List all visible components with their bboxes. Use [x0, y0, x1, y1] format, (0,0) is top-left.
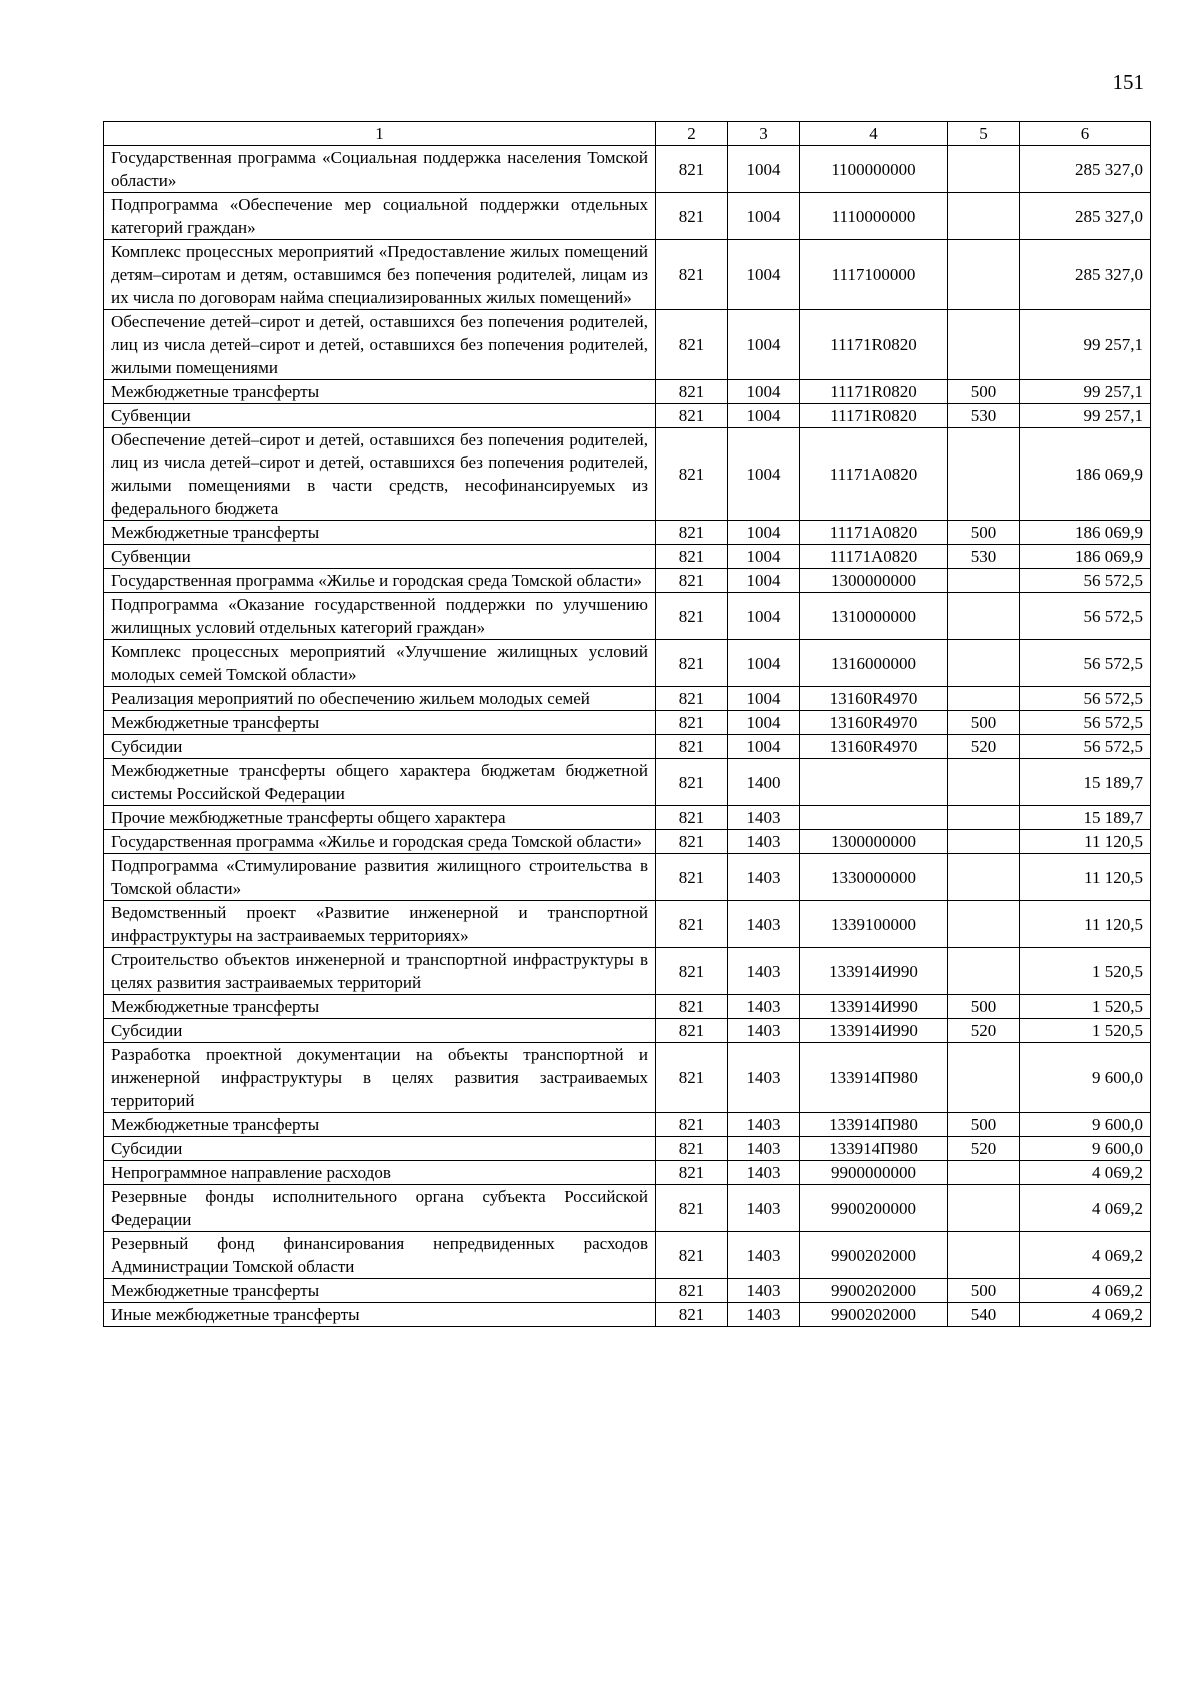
table-row	[104, 1232, 1151, 1279]
cell-ministry: 821	[656, 901, 728, 948]
cell-amount: 56 572,5	[1020, 687, 1151, 711]
table-row	[104, 593, 1151, 640]
table-row	[104, 1137, 1151, 1161]
cell-ministry: 821	[656, 545, 728, 569]
cell-name: Прочие межбюджетные трансферты общего характера	[104, 806, 656, 830]
cell-ministry: 821	[656, 687, 728, 711]
table-row	[104, 854, 1151, 901]
cell-section: 1403	[728, 1185, 800, 1232]
cell-target-article: 11171R0820	[800, 380, 948, 404]
table-row	[104, 759, 1151, 806]
cell-expense-type	[948, 193, 1020, 240]
cell-section: 1004	[728, 146, 800, 193]
cell-name: Строительство объектов инженерной и транспортной инфраструктуры в целях развития застраиваемых территорий	[104, 948, 656, 995]
cell-amount: 186 069,9	[1020, 521, 1151, 545]
cell-name: Государственная программа «Жилье и городская среда Томской области»	[104, 830, 656, 854]
cell-name: Комплекс процессных мероприятий «Улучшение жилищных условий молодых семей Томской области»	[104, 640, 656, 687]
cell-target-article: 133914П980	[800, 1113, 948, 1137]
cell-ministry: 821	[656, 854, 728, 901]
cell-name: Реализация мероприятий по обеспечению жильем молодых семей	[104, 687, 656, 711]
cell-expense-type: 520	[948, 1019, 1020, 1043]
table-row	[104, 193, 1151, 240]
cell-section: 1004	[728, 380, 800, 404]
cell-ministry: 821	[656, 521, 728, 545]
cell-target-article: 9900202000	[800, 1232, 948, 1279]
cell-section: 1403	[728, 901, 800, 948]
cell-section: 1004	[728, 193, 800, 240]
cell-amount: 4 069,2	[1020, 1161, 1151, 1185]
cell-expense-type	[948, 806, 1020, 830]
cell-amount: 11 120,5	[1020, 901, 1151, 948]
cell-name: Иные межбюджетные трансферты	[104, 1303, 656, 1327]
cell-target-article: 133914И990	[800, 995, 948, 1019]
table-row	[104, 948, 1151, 995]
cell-ministry: 821	[656, 1279, 728, 1303]
col-header-2: 2	[656, 122, 728, 146]
cell-expense-type	[948, 1185, 1020, 1232]
cell-ministry: 821	[656, 428, 728, 521]
cell-ministry: 821	[656, 735, 728, 759]
table-row	[104, 428, 1151, 521]
cell-target-article: 133914П980	[800, 1043, 948, 1113]
table-row	[104, 1043, 1151, 1113]
cell-name: Субсидии	[104, 735, 656, 759]
cell-amount: 56 572,5	[1020, 569, 1151, 593]
cell-ministry: 821	[656, 593, 728, 640]
cell-name: Государственная программа «Жилье и городская среда Томской области»	[104, 569, 656, 593]
cell-amount: 9 600,0	[1020, 1043, 1151, 1113]
cell-ministry: 821	[656, 1113, 728, 1137]
cell-ministry: 821	[656, 1137, 728, 1161]
table-row	[104, 1279, 1151, 1303]
cell-name: Государственная программа «Социальная поддержка населения Томской области»	[104, 146, 656, 193]
cell-target-article: 11171A0820	[800, 428, 948, 521]
cell-ministry: 821	[656, 1303, 728, 1327]
cell-expense-type: 500	[948, 1279, 1020, 1303]
cell-expense-type	[948, 428, 1020, 521]
cell-amount: 56 572,5	[1020, 735, 1151, 759]
cell-target-article: 133914П980	[800, 1137, 948, 1161]
cell-ministry: 821	[656, 640, 728, 687]
cell-ministry: 821	[656, 711, 728, 735]
cell-name: Субвенции	[104, 404, 656, 428]
cell-target-article: 9900202000	[800, 1279, 948, 1303]
cell-name: Межбюджетные трансферты	[104, 995, 656, 1019]
cell-amount: 4 069,2	[1020, 1185, 1151, 1232]
cell-target-article: 133914И990	[800, 1019, 948, 1043]
cell-expense-type	[948, 640, 1020, 687]
cell-section: 1004	[728, 240, 800, 310]
cell-name: Межбюджетные трансферты общего характера бюджетам бюджетной системы Российской Федерации	[104, 759, 656, 806]
cell-expense-type	[948, 759, 1020, 806]
col-header-1: 1	[104, 122, 656, 146]
cell-amount: 4 069,2	[1020, 1279, 1151, 1303]
cell-amount: 1 520,5	[1020, 948, 1151, 995]
cell-section: 1403	[728, 1232, 800, 1279]
cell-name: Резервный фонд финансирования непредвиденных расходов Администрации Томской области	[104, 1232, 656, 1279]
cell-target-article: 1110000000	[800, 193, 948, 240]
cell-ministry: 821	[656, 1232, 728, 1279]
cell-target-article: 9900000000	[800, 1161, 948, 1185]
cell-target-article: 1300000000	[800, 830, 948, 854]
cell-section: 1403	[728, 1113, 800, 1137]
cell-target-article: 133914И990	[800, 948, 948, 995]
table-row	[104, 711, 1151, 735]
cell-amount: 285 327,0	[1020, 146, 1151, 193]
cell-section: 1004	[728, 640, 800, 687]
cell-target-article: 9900202000	[800, 1303, 948, 1327]
cell-ministry: 821	[656, 310, 728, 380]
table-row	[104, 404, 1151, 428]
cell-section: 1403	[728, 1137, 800, 1161]
cell-name: Обеспечение детей–сирот и детей, оставшихся без попечения родителей, лиц из числа детей–сирот и детей, оставшихся без попечения родителей, жилыми помещениями в части средств, несофинансируемых из федерального бюджета	[104, 428, 656, 521]
cell-ministry: 821	[656, 995, 728, 1019]
table-row	[104, 521, 1151, 545]
cell-amount: 4 069,2	[1020, 1303, 1151, 1327]
cell-amount: 11 120,5	[1020, 830, 1151, 854]
cell-target-article: 11171A0820	[800, 545, 948, 569]
table-row	[104, 310, 1151, 380]
cell-ministry: 821	[656, 830, 728, 854]
cell-ministry: 821	[656, 193, 728, 240]
cell-expense-type	[948, 146, 1020, 193]
table-row	[104, 735, 1151, 759]
table-row	[104, 830, 1151, 854]
table-row	[104, 545, 1151, 569]
cell-amount: 9 600,0	[1020, 1113, 1151, 1137]
cell-name: Межбюджетные трансферты	[104, 1279, 656, 1303]
cell-ministry: 821	[656, 404, 728, 428]
cell-section: 1004	[728, 521, 800, 545]
cell-section: 1403	[728, 830, 800, 854]
cell-expense-type: 500	[948, 995, 1020, 1019]
col-header-6: 6	[1020, 122, 1151, 146]
cell-ministry: 821	[656, 380, 728, 404]
cell-expense-type: 520	[948, 1137, 1020, 1161]
cell-section: 1400	[728, 759, 800, 806]
table-row	[104, 1185, 1151, 1232]
cell-name: Межбюджетные трансферты	[104, 711, 656, 735]
cell-target-article: 1330000000	[800, 854, 948, 901]
cell-section: 1004	[728, 711, 800, 735]
cell-section: 1403	[728, 995, 800, 1019]
cell-ministry: 821	[656, 1043, 728, 1113]
cell-expense-type	[948, 830, 1020, 854]
cell-name: Межбюджетные трансферты	[104, 380, 656, 404]
cell-name: Межбюджетные трансферты	[104, 1113, 656, 1137]
cell-name: Подпрограмма «Обеспечение мер социальной поддержки отдельных категорий граждан»	[104, 193, 656, 240]
cell-amount: 99 257,1	[1020, 404, 1151, 428]
table-row	[104, 1019, 1151, 1043]
cell-amount: 99 257,1	[1020, 380, 1151, 404]
table-body	[104, 146, 1151, 1327]
table-row	[104, 1113, 1151, 1137]
table-row	[104, 1303, 1151, 1327]
cell-expense-type: 500	[948, 521, 1020, 545]
cell-amount: 186 069,9	[1020, 428, 1151, 521]
cell-section: 1004	[728, 593, 800, 640]
cell-name: Субсидии	[104, 1137, 656, 1161]
cell-section: 1403	[728, 806, 800, 830]
cell-expense-type	[948, 854, 1020, 901]
cell-section: 1004	[728, 735, 800, 759]
cell-ministry: 821	[656, 240, 728, 310]
cell-ministry: 821	[656, 1185, 728, 1232]
table-row	[104, 240, 1151, 310]
table-row	[104, 640, 1151, 687]
cell-target-article: 9900200000	[800, 1185, 948, 1232]
cell-name: Подпрограмма «Стимулирование развития жилищного строительства в Томской области»	[104, 854, 656, 901]
table-row	[104, 569, 1151, 593]
cell-target-article: 13160R4970	[800, 735, 948, 759]
cell-expense-type	[948, 240, 1020, 310]
cell-section: 1403	[728, 1303, 800, 1327]
cell-section: 1403	[728, 1279, 800, 1303]
cell-section: 1403	[728, 1043, 800, 1113]
header-row	[104, 122, 1151, 146]
cell-name: Резервные фонды исполнительного органа субъекта Российской Федерации	[104, 1185, 656, 1232]
cell-amount: 56 572,5	[1020, 711, 1151, 735]
cell-target-article: 11171R0820	[800, 310, 948, 380]
cell-amount: 56 572,5	[1020, 640, 1151, 687]
cell-amount: 99 257,1	[1020, 310, 1151, 380]
page-number: 151	[1112, 70, 1144, 94]
cell-ministry: 821	[656, 948, 728, 995]
cell-ministry: 821	[656, 1161, 728, 1185]
cell-ministry: 821	[656, 569, 728, 593]
cell-target-article: 1300000000	[800, 569, 948, 593]
cell-expense-type: 530	[948, 545, 1020, 569]
cell-name: Ведомственный проект «Развитие инженерной и транспортной инфраструктуры на застраиваемых территориях»	[104, 901, 656, 948]
cell-amount: 4 069,2	[1020, 1232, 1151, 1279]
cell-expense-type: 520	[948, 735, 1020, 759]
cell-target-article: 11171A0820	[800, 521, 948, 545]
cell-amount: 15 189,7	[1020, 759, 1151, 806]
cell-section: 1004	[728, 569, 800, 593]
cell-amount: 15 189,7	[1020, 806, 1151, 830]
cell-section: 1004	[728, 428, 800, 521]
cell-section: 1403	[728, 1161, 800, 1185]
cell-name: Обеспечение детей–сирот и детей, оставшихся без попечения родителей, лиц из числа детей–сирот и детей, оставшихся без попечения родителей, жилыми помещениями	[104, 310, 656, 380]
cell-amount: 9 600,0	[1020, 1137, 1151, 1161]
cell-target-article	[800, 806, 948, 830]
cell-expense-type	[948, 593, 1020, 640]
cell-section: 1403	[728, 948, 800, 995]
cell-amount: 285 327,0	[1020, 240, 1151, 310]
cell-ministry: 821	[656, 806, 728, 830]
cell-expense-type: 500	[948, 1113, 1020, 1137]
cell-target-article: 1117100000	[800, 240, 948, 310]
cell-expense-type	[948, 569, 1020, 593]
table-row	[104, 995, 1151, 1019]
cell-target-article: 1310000000	[800, 593, 948, 640]
cell-amount: 1 520,5	[1020, 995, 1151, 1019]
cell-name: Комплекс процессных мероприятий «Предоставление жилых помещений детям–сиротам и детям, оставшимся без попечения родителей, лицам из их числа по договорам найма специализированных жилых помещений»	[104, 240, 656, 310]
cell-section: 1403	[728, 854, 800, 901]
table-row	[104, 687, 1151, 711]
cell-amount: 285 327,0	[1020, 193, 1151, 240]
cell-section: 1004	[728, 404, 800, 428]
table-row	[104, 1161, 1151, 1185]
cell-expense-type	[948, 1043, 1020, 1113]
cell-section: 1403	[728, 1019, 800, 1043]
cell-expense-type	[948, 1232, 1020, 1279]
cell-name: Подпрограмма «Оказание государственной поддержки по улучшению жилищных условий отдельных категорий граждан»	[104, 593, 656, 640]
cell-target-article: 1316000000	[800, 640, 948, 687]
cell-expense-type	[948, 948, 1020, 995]
budget-table	[103, 121, 1151, 1327]
col-header-4: 4	[800, 122, 948, 146]
cell-ministry: 821	[656, 146, 728, 193]
cell-name: Субсидии	[104, 1019, 656, 1043]
cell-target-article: 1100000000	[800, 146, 948, 193]
cell-section: 1004	[728, 545, 800, 569]
cell-expense-type	[948, 687, 1020, 711]
cell-expense-type	[948, 901, 1020, 948]
cell-target-article: 11171R0820	[800, 404, 948, 428]
cell-target-article: 13160R4970	[800, 711, 948, 735]
cell-name: Субвенции	[104, 545, 656, 569]
cell-target-article	[800, 759, 948, 806]
table-row	[104, 146, 1151, 193]
cell-amount: 56 572,5	[1020, 593, 1151, 640]
cell-ministry: 821	[656, 1019, 728, 1043]
cell-expense-type: 500	[948, 380, 1020, 404]
cell-expense-type: 540	[948, 1303, 1020, 1327]
cell-amount: 186 069,9	[1020, 545, 1151, 569]
cell-name: Разработка проектной документации на объекты транспортной и инженерной инфраструктуры в целях развития застраиваемых территорий	[104, 1043, 656, 1113]
cell-section: 1004	[728, 310, 800, 380]
cell-amount: 11 120,5	[1020, 854, 1151, 901]
cell-ministry: 821	[656, 759, 728, 806]
col-header-5: 5	[948, 122, 1020, 146]
cell-section: 1004	[728, 687, 800, 711]
cell-expense-type	[948, 310, 1020, 380]
table-row	[104, 380, 1151, 404]
cell-target-article: 13160R4970	[800, 687, 948, 711]
cell-amount: 1 520,5	[1020, 1019, 1151, 1043]
table-row	[104, 901, 1151, 948]
cell-expense-type: 530	[948, 404, 1020, 428]
cell-name: Межбюджетные трансферты	[104, 521, 656, 545]
cell-expense-type	[948, 1161, 1020, 1185]
cell-target-article: 1339100000	[800, 901, 948, 948]
cell-name: Непрограммное направление расходов	[104, 1161, 656, 1185]
cell-expense-type: 500	[948, 711, 1020, 735]
table-row	[104, 806, 1151, 830]
col-header-3: 3	[728, 122, 800, 146]
